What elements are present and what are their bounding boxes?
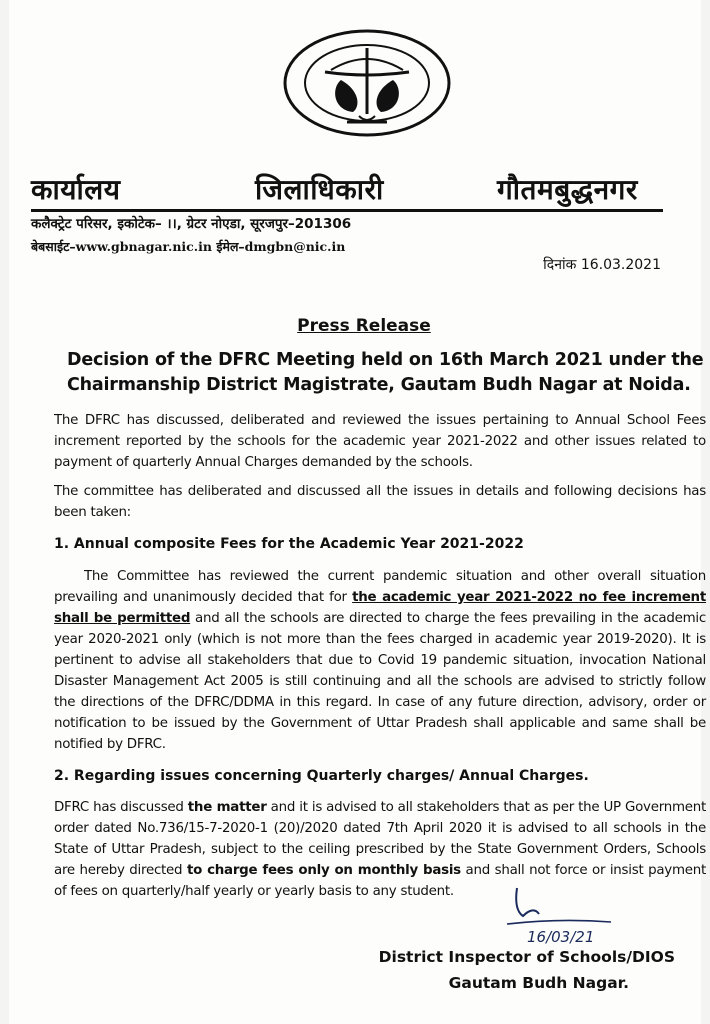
section2-bold-monthly: to charge fees only on monthly basis: [186, 863, 461, 878]
press-release-headline: Decision of the DFRC Meeting held on 16th March 2021 under the Chairmanship District Magistrate, Gautam Budh Nagar at Noida.: [67, 350, 704, 395]
intro-paragraph: The DFRC has discussed, deliberated and reviewed the issues pertaining to Annual School Fees increment reported by the schools for the academic year 2021-2022 and other issues related to payment of quarterly Annual Charges demanded by the schools.: [54, 413, 706, 470]
date-label: दिनांक: [543, 257, 577, 273]
email-link[interactable]: dmgbn@nic.in: [244, 239, 346, 254]
section2-text-c: and shall not force or insist payment of fees on quarterly/half yearly or yearly basis to any student.: [54, 863, 707, 899]
press-release-title: Press Release: [297, 316, 431, 336]
date-value: 16.03.2021: [580, 257, 661, 273]
header-divider: [31, 209, 663, 212]
section2-heading: 2. Regarding issues concerning Quarterly charges/ Annual Charges.: [54, 768, 589, 784]
district-name-word: गौतमबुद्धनगर: [497, 173, 638, 206]
contact-line: [31, 238, 345, 255]
office-word: कार्यालय: [31, 173, 121, 206]
section2-text-a: DFRC has discussed: [54, 800, 188, 815]
section1-paragraph: [54, 566, 706, 755]
website-label: बेबसाईट–: [31, 239, 76, 254]
email-label: ईमेल–: [216, 239, 245, 254]
handwritten-signature-icon: [499, 878, 619, 948]
signature-date: 16/03/21: [527, 928, 595, 946]
committee-paragraph: The committee has deliberated and discussed all the issues in details and following decisions has been taken:: [54, 484, 706, 520]
section1-heading: 1. Annual composite Fees for the Academic Year 2021-2022: [54, 536, 524, 552]
website-link[interactable]: www.gbnagar.nic.in: [75, 239, 212, 254]
section2-text-b: and it is advised to all stakeholders that as per the UP Government order dated No.736/15-7-2020-1 (20)/2020 dated 7th April 2020 it is advised to all schools in the State of Uttar Pradesh, subject to the ceiling prescribed by the State Government Orders, Schools are hereby directed: [54, 800, 706, 878]
district-magistrate-word: जिलाधिकारी: [255, 173, 384, 206]
section1-text-b: and all the schools are directed to charge the fees prevailing in the academic year 2020-2021 only (which is not more than the fees charged in academic year 2019-2020). It is pertinent to advise all stakeholders that due to Covid 19 pandemic situation, invocation National Disaster Management Act 2005 is still continuing and all the schools are advised to strictly follow the directions of the DFRC/DDMA in this regard. In case of any future direction, advisory, order or notification to be issued by the Government of Uttar Pradesh shall applicable and same shall be notified by DFRC.: [54, 611, 707, 752]
office-address: कलैक्ट्रेट परिसर, इकोटेक– ।।, ग्रेटर नोएडा, सूरजपुर–201306: [31, 216, 352, 232]
section2-bold-matter: the matter: [187, 800, 267, 815]
section1-text-a: The Committee has reviewed the current pandemic situation and other overall situation prevailing and unanimously decided that for: [54, 569, 706, 605]
section1-decision: the academic year 2021-2022 no fee increment shall be permitted: [54, 590, 706, 626]
up-government-emblem-icon: [281, 28, 453, 138]
signatory-title: District Inspector of Schools/DIOS: [378, 948, 675, 966]
signatory-district: Gautam Budh Nagar.: [448, 974, 629, 992]
date-line: [543, 255, 661, 274]
document-page: [9, 0, 707, 1024]
